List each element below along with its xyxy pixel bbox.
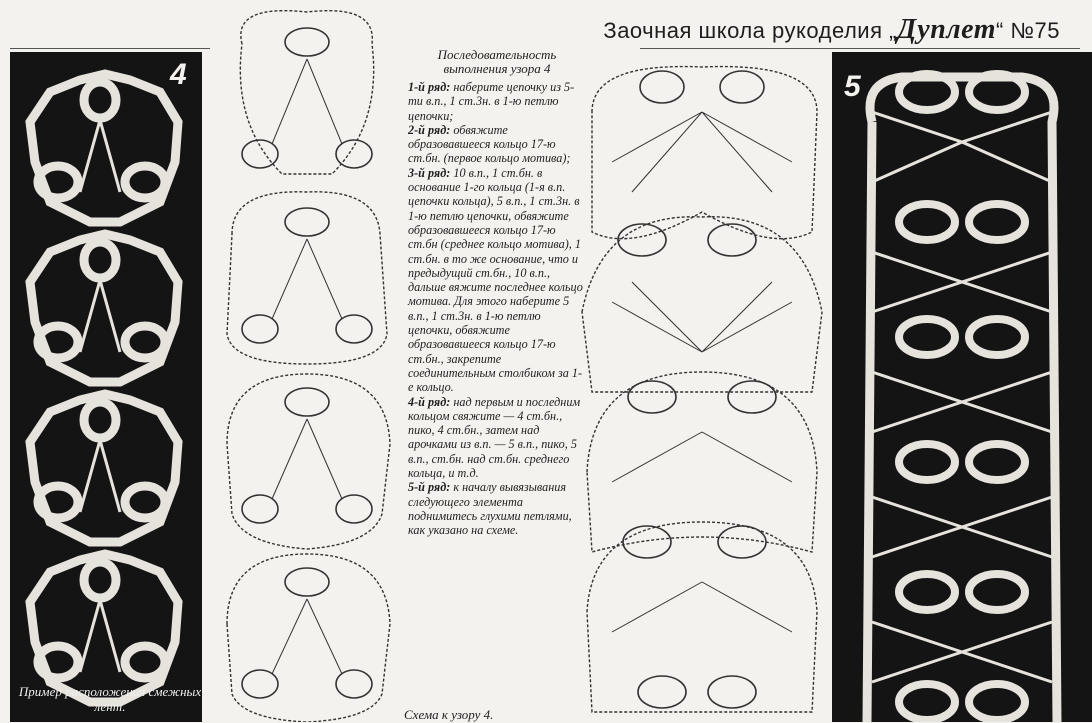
magazine-header: [603, 8, 1080, 48]
photo-caption: Пример расположения смежных лент.: [18, 684, 202, 714]
row-1: 1-й ряд: наберите цепочку из 5-ти в.п., 1 ст.3н. в 1-ю петлю цепочки;: [408, 80, 575, 123]
row-3: 3-й ряд: 10 в.п., 1 ст.бн. в основание 1-го кольца (1-я в.п. цепочки кольца), 5 в.п., 1 ст.3н. в 1-ю петлю цепочки, обвяжите образовавшееся кольцо 17-ю ст.бн (среднее кольцо мотива), 1 ст.бн. в то же основание, что и предыдущий ст.бн., 10 в.п., дальше вяжите последнее кольцо мотива. Для этого наберите 5 в.п., 1 ст.3н. в 1-ю петлю цепочки, обвяжите образовавшееся кольцо 17-ю ст.бн., закрепите соединительным столбиком за 1-е кольцо.: [408, 165, 583, 395]
lace-ribbon-5: [832, 52, 1092, 722]
instructions-heading: Последовательность выполнения узора 4: [437, 47, 557, 76]
crochet-diagram-5: [572, 52, 830, 722]
row-4: 4-й ряд: над первым и последним кольцом свяжите — 4 ст.бн., пико, 4 ст.бн., затем над арочками из в.п. — 5 в.п., пико, 5 в.п., ст.бн. над ст.бн. среднего кольца, и т.д.: [408, 394, 581, 481]
instructions-block: [408, 48, 586, 538]
brand-name: Дуплет: [896, 14, 996, 45]
photo-pattern-4: [10, 52, 202, 722]
pattern-number-badge: 5: [844, 70, 861, 103]
top-rule-left: [10, 48, 210, 49]
pattern-number-badge: 4: [170, 58, 187, 91]
crochet-diagram-4: [212, 4, 404, 722]
photo-pattern-5: [832, 52, 1092, 722]
row-2: 2-й ряд: обвяжите образовавшееся кольцо 17-ю ст.бн. (первое кольцо мотива);: [408, 122, 571, 166]
scheme-caption: Схема к узору 4.: [404, 707, 494, 722]
header-title: Заочная школа рукоделия „Дуплет“ №75: [603, 14, 1060, 45]
top-rule-right: [640, 48, 1080, 49]
lace-ribbon-4: [10, 52, 202, 722]
row-5: 5-й ряд: к началу вывязывания следующего элемента поднимитесь глухими петлями, как указано на схеме.: [408, 480, 572, 538]
